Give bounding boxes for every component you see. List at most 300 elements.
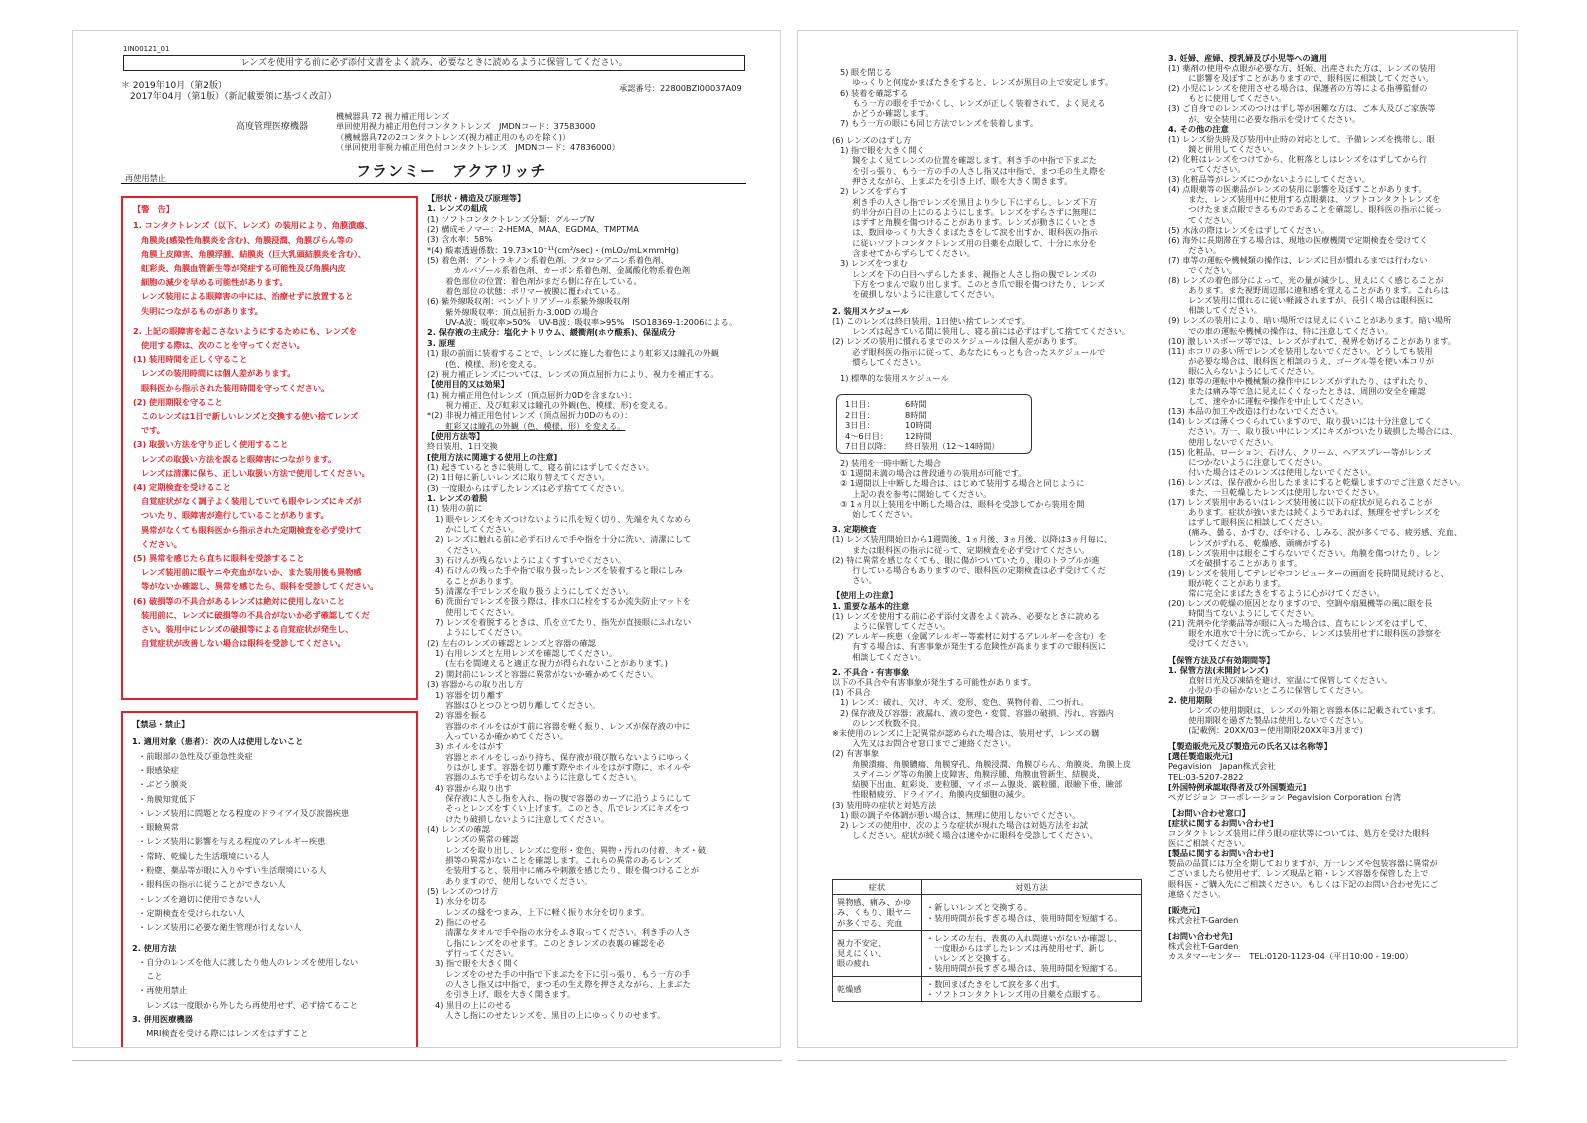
body-line: りはがします。容器を切り離す際やホイルをはがす際に、ホイルや [437, 761, 691, 772]
body-line: 時間当てないようにしてください。 [1180, 608, 1320, 619]
warning-line: 使用する際は、次のことを守ってください。 [141, 340, 305, 351]
body-line: ださい。万一、取り扱い中にレンズにキズがついたり破損した場合には、 [1180, 426, 1458, 437]
category-label: 高度管理医療機器 [236, 122, 309, 132]
schedule-row [845, 399, 1031, 410]
body-line: (1) 薬剤の使用や点眼が必要な方、妊娠、出産された方は、レンズの装用 [1168, 63, 1436, 74]
body-line: 下方をつまんで取り出します。このとき爪で眼を傷つけたり、レンズ [844, 278, 1105, 289]
body-line: レンズ装用に慣れるに従い軽減されますが、長引く場合は眼科医に [1180, 295, 1434, 306]
remedy-text: ・数回まばたきをして涙を多く出す。 [926, 978, 1065, 989]
body-line: 2) レンズに触れる前に必ず石けんで手や指を十分に洗い、清潔にして [435, 534, 692, 545]
body-line: [使用方法に関連する使用上の注意] [427, 451, 558, 462]
revision-line: ＊ 2019年10月（第2版） [121, 81, 227, 91]
warning-line: (2) 使用期限を守ること [133, 396, 223, 407]
body-line: 3) ホイルをはがす [435, 741, 504, 752]
schedule-hours: 8時間 [905, 409, 927, 420]
body-line: 鏡をよく見てレンズの位置を確認します。利き手の中指で下まぶた [844, 155, 1097, 166]
symptom-cell [833, 930, 922, 976]
prohibition-line: ・常時、乾燥した生活環境にいる人 [138, 850, 270, 861]
schedule-day: 1日目： [845, 399, 875, 409]
classification [336, 111, 620, 153]
body-line: (2) 構成モノマー：2-HEMA、MAA、EGDMA、TMPTMA [427, 224, 639, 235]
body-line: 2. 使用期限 [1168, 694, 1213, 705]
title-rule [121, 183, 746, 184]
body-line: (16) レンズは、保存液から出したままにすると乾燥しますのでご注意ください。 [1168, 476, 1466, 487]
body-line: 2) レンズをずらす [840, 186, 908, 197]
body-line: レンズは起きている間に装用し、寝る前には必ずはずして捨ててください。 [844, 326, 1131, 337]
symptom-text: み、くもり、眼ヤニ [837, 907, 912, 918]
body-line: 3. 定期検査 [832, 524, 877, 535]
body-line: ゆっくりと何度かまばたきをすると、レンズが黒目の上で安定します。 [844, 77, 1113, 88]
body-line: 株式会社T-Garden [1168, 940, 1239, 951]
body-line: 6) 洗面台でレンズを扱う際は、排水口に栓をするか流失防止マットを [435, 596, 691, 607]
body-line: カスタマーセンター TEL:0120-1123-04（平日10:00 - 19:00） [1168, 951, 1413, 962]
body-line: ださい。 [1180, 244, 1221, 255]
warning-line: (4) 定期検査を受けること [133, 482, 231, 493]
remedy-text: ・レンズの左右、表裏の入れ間違いがないか確認し、 [926, 932, 1123, 943]
body-line: 7) レンズを着脱するときは、爪を立てたり、指先が直接眼にふれない [435, 617, 692, 628]
remedy-text: ・装用時間が長すぎる場合は、装用時間を短縮する。 [926, 963, 1123, 974]
warning-line: 眼科医から指示された装用時間を守ってください。 [141, 382, 330, 393]
body-line: (2) 視力補正レンズについては、レンズの頂点屈折力により、視力を補正する。 [427, 368, 719, 379]
warning-text [133, 204, 418, 651]
body-line: 約半分が白目の上にのるようにします。レンズをずらさずに無理に [844, 206, 1097, 217]
body-line: ください。 [437, 544, 487, 555]
body-line: 1) 容器を切り離す [435, 689, 504, 700]
remedy-text: ・ソフトコンタクトレンズ用の目薬を点眼する。 [926, 988, 1106, 999]
warning-line: レンズの装用時間には個人差があります。 [141, 368, 296, 379]
body-line: (20) レンズの乾燥の原因となりますので、空調や扇風機等の風に眼を長 [1168, 598, 1433, 609]
body-line: また、レンズ装用中に使用する点眼薬は、ソフトコンタクトレンズを [1180, 194, 1441, 205]
table-row [833, 976, 1142, 1001]
body-line: 入っているか確かめてください。 [437, 730, 569, 741]
prohibition-text [132, 719, 417, 1041]
prohibition-line: MRI検査を受ける際にはレンズをはずすこと [138, 1028, 309, 1039]
body-line: [販売元] [1168, 904, 1201, 915]
body-line: 3) 石けんが残らないようによくすすいでください。 [435, 555, 627, 566]
body-line: TEL:03-5207-2822 [1168, 771, 1244, 782]
schedule-row [845, 410, 1031, 421]
body-line: 連絡ください。 [1168, 888, 1226, 899]
body-line: ステイニング等の角膜上皮障害、角膜浮腫、角膜血管新生、結膜炎、 [844, 768, 1105, 779]
body-line: 2) 開封前にレンズと容器に異常がないか確かめてください。 [435, 668, 659, 679]
body-line: ※未使用のレンズに上記異常が認められた場合は、装用せず、レンズの購 [832, 728, 1100, 739]
body-line: (記載例：20XX/03＝使用期限20XX年3月まで) [1180, 725, 1363, 736]
remedy-cell [922, 976, 1142, 1001]
warning-line: レンズは清潔に保ち、正しい取扱い方法で使用してください。 [141, 467, 370, 478]
body-line: 相談してください。 [844, 651, 926, 662]
body-line: 眼が乾くことがあります。 [1180, 577, 1286, 588]
warning-line: このレンズは1日で新しいレンズと交換する使い捨てレンズ [141, 411, 359, 422]
body-line: (9) レンズの装用により、暗い場所では見えにくいことがあります。暗い場所 [1168, 315, 1452, 326]
schedule-day: 4～6日目： [845, 430, 889, 441]
remedy-cell [922, 895, 1142, 931]
body-line: 1. 重要な基本的注意 [832, 600, 910, 611]
symptom-text: 乾燥感 [837, 983, 862, 994]
body-line: (1) ソフトコンタクトレンズ分類：グループⅣ [427, 213, 595, 224]
body-line: 1. 保管方法(未開封レンズ) [1168, 664, 1269, 675]
body-line: (15) 化粧品、ローション、石けん、クリーム、ヘアスプレー等がレンズ [1168, 446, 1432, 457]
page1-footer-rule [72, 1060, 782, 1061]
prohibition-line: ・眼感染症 [138, 765, 179, 775]
body-line: (7) 車等の運転や機械類の操作は、レンズに目が慣れるまでは行わない [1168, 254, 1428, 265]
symptom-text: 眼の疲れ [837, 958, 870, 969]
body-line: 直射日光及び凍結を避け、室温にて保管してください。 [1180, 674, 1393, 685]
body-line: (色、模様、形)を変える。 [437, 358, 542, 369]
removal-and-schedule-text [832, 67, 1158, 384]
body-line: 4. その他の注意 [1168, 123, 1229, 134]
body-line: (13) 本品の加工や改造は行わないでください。 [1168, 406, 1343, 417]
prohibition-title: 【禁忌・禁止】 [132, 719, 190, 729]
body-line: そっとレンズをすくい上げます。このとき、爪でレンズにキズをつ [437, 803, 689, 814]
body-line: 1) 右用レンズと左用レンズを確認してください。 [435, 648, 618, 659]
body-line: のレンズ枚数不良。 [844, 717, 926, 728]
prohibition-line: ・自分のレンズを他人に渡したり他人のレンズを使用しない [138, 956, 359, 967]
warning-line: レンズの取扱い方法を誤ると眼障害につながります。 [141, 453, 337, 464]
body-line: (17) レンズ装用中あるいはレンズ装用後に以下の症状が見られることが [1168, 497, 1433, 508]
warning-line: 自覚症状がなく調子よく装用していても眼やレンズにキズが [141, 496, 362, 507]
body-line: 性眼精疲労、ドライアイ、角膜内皮細胞の減少。 [844, 789, 1031, 800]
prohibition-line: ・前眼部の急性及び亜急性炎症 [138, 750, 253, 761]
body-line: [症状に関するお問い合わせ] [1168, 817, 1274, 828]
revision-history [121, 81, 337, 103]
page2-right-column [1168, 53, 1484, 1043]
notice-box: レンズを使用する前に必ず添付文書をよく読み、必要なときに読めるように保管してください。 [123, 55, 745, 71]
body-line: はずして眼科医に相談してください。 [1180, 517, 1328, 528]
body-line: 利き手の人さし指でレンズを黒目より少し下にずらし、レンズ下方 [844, 196, 1097, 207]
body-line: (5) レンズのつけ方 [427, 886, 499, 897]
precautions-text [832, 458, 1162, 840]
body-line: 保存液に人さし指を入れ、指の腹で容器のカーブに沿うようにして [437, 792, 691, 803]
body-line: レンズを下の白目へずらしたまま、親指と人さし指の腹でレンズの [844, 268, 1097, 279]
body-line: (4) 点眼薬等の医薬品がレンズの装用に影響を及ぼすことがあります。 [1168, 184, 1427, 195]
warning-line: 失明につながるものがあります。 [141, 305, 263, 316]
prohibition-line: ・眼科医の指示に従うことができない人 [138, 879, 286, 890]
remedy-text: ・装用時間が長すぎる場合は、装用時間を短縮する。 [926, 912, 1123, 923]
schedule-row [845, 441, 1031, 452]
table-header: 対処方法 [922, 880, 1142, 895]
body-line: 眼を水道水で十分に洗ってから、レンズは装用せずに眼科医の診察を [1180, 628, 1442, 639]
body-line: [製品に関するお問い合わせ] [1168, 848, 1274, 859]
body-line: 2. 不具合・有害事象 [832, 666, 910, 677]
body-line: ③ 1ヵ月以上装用を中断した場合は、眼科を受診してから装用を開 [840, 498, 1085, 509]
warning-line: 細胞の減少を早める可能性があります。 [141, 277, 288, 288]
body-line: 6) 装着を確認する [840, 87, 909, 98]
body-line: 容器のふちで手を切らないように注意してください。 [437, 772, 642, 783]
warning-line: 2. 上記の眼障害を起こさないようにするためにも、レンズを [133, 325, 358, 336]
schedule-day: 7日目以降： [845, 441, 892, 451]
body-line: 2) 指にのせる [435, 917, 487, 928]
body-line: 付いた場合はそのレンズは使用しないでください。 [1180, 466, 1377, 477]
symptom-cell [833, 976, 922, 1001]
warning-line: さい。装用中にレンズの破損等による自覚症状が発生し、 [141, 624, 354, 635]
body-line: ず行ってください。 [437, 948, 519, 959]
body-line: また、一旦乾燥したレンズは使用しないでください。 [1180, 487, 1385, 498]
table-header: 症状 [833, 880, 922, 895]
body-line: (19) レンズを装用してテレビやコンピューターの画面を長時間見続けると、 [1168, 567, 1449, 578]
body-line: を装用すると、装用中に痛みや刺激を感じたり、眼を傷つけることが [437, 865, 700, 876]
body-line: 紫外線吸収率：頂点屈折力-3.00D の場合 [437, 306, 599, 317]
classification-line: （単回使用非視力補正用色付コンタクトレンズ JMDNコード：47836000） [336, 142, 620, 153]
prohibition-box [121, 711, 418, 1048]
prohibition-line: ・眼瞼異常 [138, 822, 179, 833]
body-line: (3) ご自身でのレンズのつけはずし等が困難な方は、ご本人及びご家族等 [1168, 103, 1436, 114]
body-line: 始してください。 [844, 509, 918, 520]
body-line: (21) 洗剤や化学薬品等が眼に入った場合は、直ちにレンズをはずして、 [1168, 618, 1433, 629]
body-line: (痛み、曇る、かすむ、ぼやける、しみる、涙が多くでる、疲労感、充血、 [1180, 527, 1463, 538]
body-line: 損等の異常がないことを確認します。これらの異常のあるレンズ [437, 855, 682, 865]
body-line: 鏡と併用してください。 [1180, 143, 1279, 154]
body-line: (1) 不具合 [832, 687, 871, 698]
body-line: レンズの使用期限は、レンズの外箱と容器本体に記載されています。 [1180, 705, 1441, 715]
warning-line: 等がないか確認し、異常を感じたら、眼科を受診してください。 [141, 581, 379, 592]
body-line: 使用してください。 [437, 606, 519, 617]
body-line: ズを破損することがあります。 [1180, 557, 1303, 568]
body-line: 使用しないでください。 [1180, 436, 1279, 447]
body-line: はずすと角膜を傷つけることがあります。レンズが動きにくいとき [844, 217, 1097, 228]
body-line: てください。 [1180, 214, 1238, 225]
body-line: (14) レンズは薄くつくられていますので、取り扱いには十分注意してく [1168, 416, 1433, 427]
body-line: (5) 着色剤：アントラキノン系着色剤、フタロシアニン系着色剤、 [427, 255, 669, 266]
warning-line: 異常がなくても眼科医から指示された定期検査を必ず受けて [141, 524, 363, 535]
body-line: 【保管方法及び有効期間等】 [1168, 654, 1275, 665]
body-line: カルバゾール系着色剤、カーボン系着色剤、金属酸化物系着色剤 [437, 265, 691, 276]
warning-line: 自覚症状が改善しない場合は眼科を受診してください。 [141, 638, 346, 649]
body-line: ございましたら使用せず、レンズ現品と箱・レンズ容器を保管した上で [1168, 868, 1429, 879]
body-line: レンズを取り出し、レンズに変形・変色、異物・汚れの付着、キズ・破 [437, 844, 707, 855]
body-line: (3) 一度眼からはずしたレンズは必ず捨ててください。 [427, 482, 630, 493]
approval-number: 承認番号：22800BZI00037A09 [619, 83, 742, 93]
body-line: ってください。 [1180, 164, 1246, 175]
body-line: (1) このレンズは終日装用、1日使い捨てレンズです。 [832, 315, 1030, 326]
body-line: *(2) 非視力補正用色付レンズ（頂点屈折力0Dのもの）： [427, 410, 633, 421]
body-line: 3) レンズをつまむ [840, 258, 908, 269]
body-line: 清潔なタオルで手や指の水分をふき取ってください。利き手の人さ [437, 927, 691, 938]
body-line: 1) レンズ：破れ、欠け、キズ、変形、変色、異物付着、二つ折れ。 [840, 697, 1089, 708]
body-line: 上記の表を参考に開始してください。 [844, 488, 992, 499]
body-line: 1) 眼の調子や体調が悪い場合は、無理に使用しないでください。 [840, 809, 1081, 820]
body-line: 4) 石けんの残った手や指で取り扱ったレンズを装着すると眼にしみ [435, 565, 683, 576]
body-line: につかないように注意してください。 [1180, 456, 1328, 467]
body-line: 押さえながら、上まぶたを引き上げ、眼を大きく開きます。 [844, 175, 1073, 186]
body-line: さい。 [844, 575, 877, 586]
body-line: 視力補正、及び虹彩又は瞳孔の外観(色、模様、形)を変える。 [437, 399, 673, 410]
body-line: (2) 左右のレンズの確認とレンズと容器の確認 [427, 637, 596, 648]
body-line: かにしてください。 [437, 524, 519, 534]
warning-line: レンズ装用による眼障害の中には、治療せずに放置すると [141, 291, 354, 302]
schedule-day: 3日目： [845, 420, 875, 430]
body-line: (1) レンズ装用開始日から1週間後、1ヵ月後、3ヵ月後、以降は3ヵ月毎に、 [832, 534, 1113, 545]
body-line: に影響を及ぼすことがありますので、眼科医に相談してください。 [1180, 73, 1434, 84]
body-line: 角膜潰瘍、角膜膿瘍、角膜穿孔、角膜浸潤、角膜びらん、角膜炎、角膜上皮 [844, 758, 1132, 769]
body-line: 小児の手の届かないところに保管してください。 [1180, 684, 1369, 695]
body-line: 2. 装用スケジュール [832, 305, 909, 316]
body-line: (3) 含水率：58% [427, 234, 493, 245]
schedule-day: 2日目： [845, 409, 875, 420]
body-line: 5) 清潔な手でレンズを取り扱うようにしてください。 [435, 586, 634, 597]
body-line: 虹彩又は瞳孔の外観（色、模様、形）を変える。 [437, 420, 626, 431]
body-line: が、安全装用に必要な指示を受けてください。 [1180, 113, 1361, 124]
body-line: (5) 水泳の際はレンズをはずしてください。 [1168, 224, 1330, 235]
body-line: (1) 視力補正用色付レンズ（頂点屈折力0Dを含まない）： [427, 389, 637, 400]
document-page-2 [797, 30, 1518, 1048]
body-line: 終日装用、1日交換 [427, 441, 498, 452]
body-line: コンタクトレンズ装用に伴う眼の症状等については、処方を受けた眼科 [1168, 828, 1430, 839]
body-line: 容器とホイルをしっかり持ち、保存液が飛び散らないようにゆっく [437, 751, 691, 762]
body-line: または眼科医の指示に従って、定期検査を必ず受けてください。 [844, 544, 1090, 555]
body-line: (3) 化粧品等がレンズにつかないようにしてください。 [1168, 174, 1370, 185]
body-line: 入先又はお問合せ窓口までご連絡ください。 [844, 738, 1016, 749]
remedy-text: いレンズと交換する。 [926, 953, 1016, 964]
body-line: [外国特例承認取得者及び外国製造元] [1168, 781, 1307, 792]
body-line: (12) 車等の運転中や機械類の操作中にレンズがずれたり、はずれたり、 [1168, 376, 1433, 386]
body-line: つけたまま点眼できるものであることを確認し、眼科医の指示に従っ [1180, 204, 1443, 215]
body-line: ② 1週間以上中断した場合は、はじめて装用する場合と同じように [840, 478, 1085, 489]
doc-code: 1IN00121_01 [123, 45, 170, 53]
schedule-row [845, 420, 1031, 431]
remedy-cell [922, 930, 1142, 976]
body-line: 容器はひとつひとつ切り離してください。 [437, 699, 601, 710]
body-line: けたり破損しないように注意してください。 [437, 813, 609, 824]
prohibition-line: ・ぶどう膜炎 [138, 779, 188, 790]
remedy-text: ・新しいレンズと交換する。 [926, 902, 1032, 913]
page1-right-column [427, 193, 779, 1043]
body-line: かどうか確認します。 [844, 108, 934, 119]
body-line: ようにしてください。 [437, 627, 528, 638]
symptom-cell [833, 895, 922, 931]
body-line: もとに使用してください。 [1180, 93, 1287, 104]
body-line: 行している場合もありますので、眼科医の定期検査は必ず受けてくだ [844, 565, 1106, 576]
body-line: (2) アレルギー疾患（金属アレルギー等素材に対するアレルギーを含む）を [832, 631, 1107, 642]
body-line: 眼科医・ご購入先にご相談ください。もしくは下記のお問い合わせ先にご [1168, 878, 1439, 889]
body-line: レンズをのせた手の中指で下まぶたを下に引っ張り、もう一方の手 [437, 968, 691, 979]
body-line: 【製造販売元及び製造元の氏名又は名称等】 [1168, 741, 1332, 752]
page2-footer-rule [797, 1060, 1507, 1061]
schedule-row [845, 431, 1031, 442]
body-line: に従いソフトコンタクトレンズ用の目薬を点眼して、十分に水分を [844, 237, 1097, 248]
body-line: (2) 小児にレンズを使用させる場合は、保護者の方等による指導監督の [1168, 83, 1428, 94]
prohibition-line: ・再使用禁止 [138, 985, 188, 996]
body-line: *(4) 酸素透過係数：19.73×10⁻¹¹(cm²/sec)・(mLO₂/mL×mmHg) [427, 244, 679, 255]
prohibition-line: ・レンズ装用に必要な衛生管理が行えない人 [138, 922, 302, 933]
body-line: 2. 保存液の主成分：塩化ナトリウム、緩衝剤(ホウ酸系)、保湿成分 [427, 327, 676, 338]
body-line: (左右を間違えると適正な視力が得られないことがあります。) [437, 658, 668, 669]
symptom-text: 見えにくい、 [837, 948, 887, 959]
document-page-1 [72, 30, 781, 1048]
body-line: 相談してください。 [1180, 305, 1262, 316]
body-line: 株式会社T-Garden [1168, 914, 1239, 925]
body-line: 着色部位の状態：ポリマー被膜に覆われている。 [437, 286, 626, 297]
symptom-text: 異物感、痛み、かゆ [837, 897, 912, 908]
body-line: 4) 黒目の上にのせる [435, 999, 512, 1010]
body-line: レンズがずれる、乾燥感、頭痛がする) [1180, 537, 1331, 548]
body-line: 1. レンズの着脱 [427, 492, 488, 503]
body-line: を破損しないように注意してください。 [844, 289, 1000, 300]
warning-box [121, 196, 418, 700]
prohibition-line: ・定期検査を受けられない人 [138, 907, 245, 918]
body-line: 1. レンズの組成 [427, 203, 488, 214]
warning-line: です。 [141, 425, 165, 436]
body-line: の人さし指又は中指で、まつ毛の生え際を押さえながら、上まぶた [437, 979, 691, 990]
classification-line: 単回使用視力補正用色付コンタクトレンズ JMDNコード：37583000 [336, 121, 596, 132]
body-line: UV-A波：吸収率>50% UV-B波：吸収率>95% ISO18369-1:2006による。 [437, 317, 738, 328]
warning-line: 1. コンタクトレンズ（以下、レンズ）の装用により、角膜潰瘍、 [133, 220, 373, 231]
body-line: を引っ張り、もう一方の手の人さし指又は中指で、まつ毛の生え際を [844, 165, 1106, 176]
body-line: 人さし指にのせたレンズを、黒目の上にゆっくりのせます。 [437, 1010, 666, 1021]
body-line: あります。また視野周辺部に違和感を覚えることがあります。これらは [1180, 285, 1449, 296]
warning-title: 【警 告】 [133, 204, 174, 214]
warning-line: 角膜上皮障害、角膜浮腫、結膜炎（巨大乳頭結膜炎を含む）、 [141, 248, 367, 259]
classification-line: 機械器具 72 視力補正用レンズ [336, 111, 450, 121]
schedule-hours: 10時間 [905, 420, 932, 430]
body-line: 2) 装用を一時中断した場合 [840, 458, 942, 468]
body-line: (6) 海外に長期滞在する場合は、現地の医療機関で定期検査を受けてく [1168, 234, 1428, 245]
body-line: あります。症状が強いまたは続くようであれば、無理をせずレンズを [1180, 507, 1441, 518]
body-line: 4) 容器から取り出す [435, 782, 512, 793]
body-line: (2) 特に異常を感じなくても、眼に傷がついていたり、眼のトラブルが進 [832, 554, 1100, 565]
body-line: 製品の品質には万全を期しておりますが、万一レンズや包装容器に異常が [1168, 858, 1438, 869]
body-line: (1) レンズ紛失時及び装用中止時の対応として、予備レンズを携帯し、眼 [1168, 133, 1435, 144]
prohibition-line: ・角膜知覚低下 [138, 793, 196, 804]
warning-line: 角膜炎(感染性角膜炎を含む)、角膜浸潤、角膜びらん等の [141, 234, 354, 245]
body-line: [お問い合わせ先] [1168, 930, 1233, 941]
body-line: が必要な場合は、眼科医と相談のうえ、ゴーグル等を使い本コリが [1180, 355, 1435, 366]
table-row [833, 895, 1142, 931]
body-line: 受けてください。 [1180, 638, 1254, 649]
warning-line: ついたり、眼障害が進行していることがあります。 [141, 510, 329, 521]
body-line: 2) 保存液及び容器：液漏れ、液の変色・変質、容器の破損、汚れ、容器内 [840, 707, 1114, 718]
body-line: でください。 [1180, 264, 1238, 275]
body-line: (3) 装用時の症状と対処方法 [832, 799, 937, 810]
schedule-table [836, 394, 1032, 454]
body-line: レンズの縁をつまみ、上下に軽く振り水分を切ります。 [437, 906, 650, 917]
body-line: 眼に入らないようにしてください。 [1180, 365, 1320, 376]
body-line: 3. 原理 [427, 337, 456, 348]
body-line: 常に完全にまばたきをするように心がけてください。 [1180, 587, 1385, 598]
body-line: (2) 化粧はレンズをつけてから、化粧落としはレンズをはずしてから行 [1168, 153, 1427, 164]
warning-line: (1) 装用時間を正しく守ること [133, 354, 248, 365]
body-line: (1) 起きているときに装用して、寝る前にはずしてください。 [427, 461, 654, 472]
body-line: 【形状・構造及び原理等】 [427, 193, 526, 203]
body-line: での車の運転や機械の操作は、特に注意してください。 [1180, 325, 1393, 336]
body-line: 医にご相談ください。 [1168, 838, 1250, 849]
body-line: 5) 眼を閉じる [840, 67, 892, 77]
prohibition-line: ・レンズを適切に使用できない人 [138, 893, 261, 904]
body-line: (11) ホコリの多い所でレンズを装用しないでください。どうしても装用 [1168, 345, 1433, 356]
body-line: (10) 激しいスポーツ等では、レンズがずれて、視界を妨げることがあります。 [1168, 335, 1456, 346]
body-line: 使用期限を過ぎた製品は使用しないでください。 [1180, 715, 1369, 726]
product-name: フランミー アクアリッチ [356, 162, 547, 180]
body-line: [選任製造販売元] [1168, 751, 1233, 762]
prohibition-line: ・レンズ装用に問題となる程度のドライアイ及び涙器疾患 [138, 807, 350, 818]
schedule-hours: 6時間 [905, 399, 927, 409]
body-line: 2) 容器を振る [435, 710, 487, 721]
warning-line: 虹彩炎、角膜血管新生等が発症する可能性及び角膜内皮 [141, 263, 346, 274]
body-line: 1) 指で眼を大きく開く [840, 145, 925, 156]
warning-line: (6) 破損等の不具合があるレンズは絶対に使用しないこと [133, 595, 346, 606]
body-line: (8) レンズの着色部分によって、光の量が減少し、見えにくく感じることが [1168, 275, 1444, 286]
body-line: ように保管してください。 [844, 621, 951, 632]
body-line: (2) 1日毎に新しいレンズに取り替えてください。 [427, 472, 610, 483]
table-row [833, 930, 1142, 976]
body-line: 2) レンズの使用中、次のような症状が現れた場合は対処方法をお試 [840, 819, 1088, 830]
body-line: 3. 妊婦、産婦、授乳婦及び小児等への適用 [1168, 53, 1328, 63]
body-line: ありますので、使用しないでください。 [437, 875, 593, 886]
remedy-text: 一度眼からはずしたレンズは再使用せず、新し [926, 943, 1106, 954]
body-line: レンズの異常の確認 [437, 834, 519, 845]
warning-line: 装用前に、レンズに破損等の不具合がないか必ず確認してくだ [141, 609, 370, 620]
body-line: (2) レンズの装用に慣れるまでのスケジュールは個人差があります。 [832, 336, 1083, 347]
body-line: を引き上げ、眼を大きく開きます。 [437, 989, 576, 1000]
